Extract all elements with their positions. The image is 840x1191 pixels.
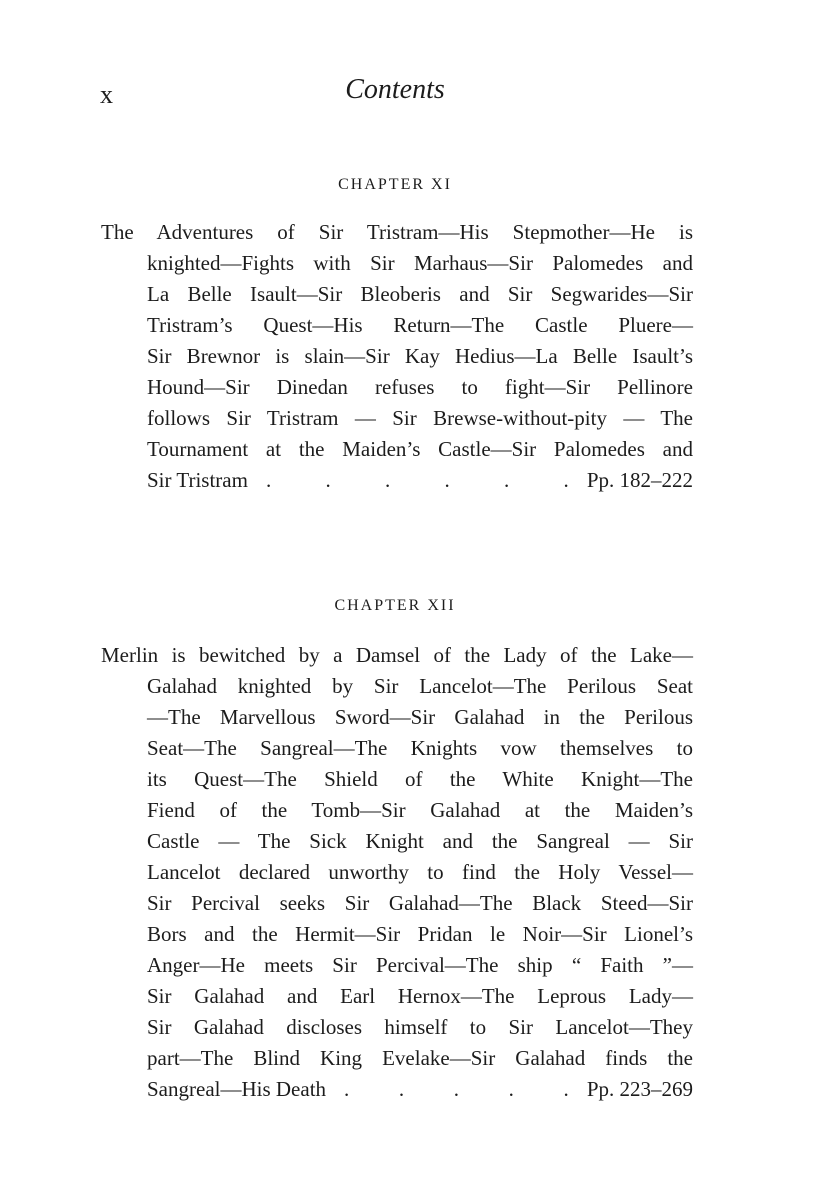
chapter-xii-heading: CHAPTER XII [334, 597, 456, 614]
summary-line: Seat—The Sangreal—The Knights vow themselves to [147, 736, 693, 760]
leader-dot: . [563, 1077, 569, 1101]
summary-line: Sir Galahad discloses himself to Sir Lancelot—They [147, 1015, 693, 1039]
summary-line: La Belle Isault—Sir Bleoberis and Sir Segwarides—Sir [147, 282, 693, 306]
summary-line: part—The Blind King Evelake—Sir Galahad finds the [147, 1046, 693, 1070]
summary-line: Sir Brewnor is slain—Sir Kay Hedius—La Belle Isault’s [147, 344, 693, 368]
leader-dot: . [384, 468, 391, 492]
summary-line: its Quest—The Shield of the White Knight—The [147, 767, 693, 791]
summary-line: Sir Percival seeks Sir Galahad—The Black Steed—Sir [147, 891, 693, 915]
summary-line: —The Marvellous Sword—Sir Galahad in the Perilous [147, 705, 693, 729]
summary-line: Fiend of the Tomb—Sir Galahad at the Maiden’s [147, 798, 693, 822]
summary-last-text: Sangreal—His Death [147, 1077, 327, 1101]
leader-dot: . [563, 468, 569, 492]
summary-line: Galahad knighted by Sir Lancelot—The Perilous Seat [147, 674, 693, 698]
leader-dot: . [398, 1077, 405, 1101]
leader-dot: . [265, 468, 272, 492]
summary-line: follows Sir Tristram — Sir Brewse-without-pity — The [147, 406, 693, 430]
summary-line: Bors and the Hermit—Sir Pridan le Noir—Sir Lionel’s [147, 922, 693, 946]
summary-line: Sir Galahad and Earl Hernox—The Leprous Lady— [147, 984, 693, 1008]
summary-last-line [101, 1074, 693, 1105]
running-title: Contents [345, 74, 445, 105]
page-header [0, 74, 840, 118]
leader-dot: . [325, 468, 331, 492]
summary-line: Tristram’s Quest—His Return—The Castle Pluere— [147, 313, 693, 337]
summary-line: Castle — The Sick Knight and the Sangreal — Sir [147, 829, 693, 853]
leader-dot: . [453, 1077, 460, 1101]
summary-line: The Adventures of Sir Tristram—His Stepmother—He is [101, 220, 693, 244]
summary-last-text: Sir Tristram [147, 468, 248, 492]
leader-dot: . [504, 468, 510, 492]
summary-last-line [101, 465, 693, 496]
summary-line: Merlin is bewitched by a Damsel of the Lady of the Lake— [101, 643, 693, 667]
summary-line: Anger—He meets Sir Percival—The ship “ Faith ”— [147, 953, 693, 977]
chapter-xii-summary [101, 640, 693, 1105]
page-number: x [100, 80, 114, 109]
summary-line: knighted—Fights with Sir Marhaus—Sir Palomedes and [147, 251, 693, 275]
chapter-xi-summary [101, 217, 693, 496]
page-range: Pp. 182–222 [586, 468, 693, 492]
summary-line: Lancelot declared unworthy to find the Holy Vessel— [147, 860, 693, 884]
dot-leaders [326, 1074, 587, 1105]
dot-leaders [248, 465, 587, 496]
leader-dot: . [344, 1077, 350, 1101]
leader-dot: . [444, 468, 450, 492]
summary-line: Hound—Sir Dinedan refuses to fight—Sir Pellinore [147, 375, 693, 399]
page-range: Pp. 223–269 [586, 1077, 693, 1101]
leader-dot: . [508, 1077, 514, 1101]
chapter-xi-heading: CHAPTER XI [338, 176, 452, 193]
summary-line: Tournament at the Maiden’s Castle—Sir Palomedes and [147, 437, 693, 461]
